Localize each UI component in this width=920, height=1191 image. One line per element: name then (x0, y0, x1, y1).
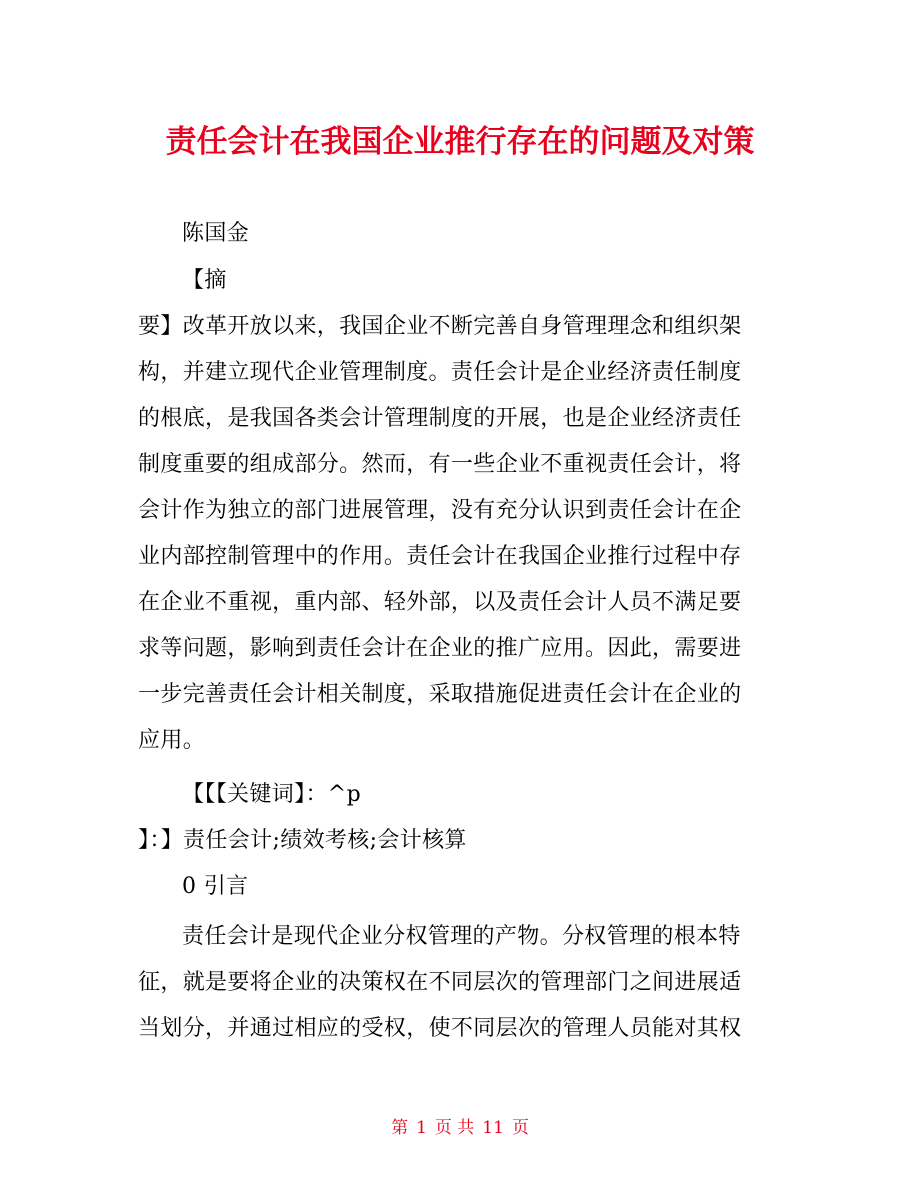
section-heading: 0 引言 (182, 874, 249, 899)
abstract-line: 要】改革开放以来，我国企业不断完善自身管理理念和组织架 (138, 314, 742, 339)
abstract-line: 应用。 (138, 728, 206, 753)
footer-suffix: 页 (511, 1118, 529, 1138)
body-line: 当划分，并通过相应的受权，使不同层次的管理人员能对其权 (138, 1016, 742, 1041)
abstract-line: 会计作为独立的部门进展管理，没有充分认识到责任会计在企 (138, 498, 742, 523)
abstract-line: 【摘 (182, 268, 227, 293)
abstract-line: 求等问题，影响到责任会计在企业的推广应用。因此，需要进 (138, 636, 742, 661)
body-line: 征，就是要将企业的决策权在不同层次的管理部门之间进展适 (138, 970, 742, 995)
document-title: 责任会计在我国企业推行存在的问题及对策 (165, 124, 755, 160)
author-name: 陈国金 (182, 221, 250, 246)
abstract-line: 在企业不重视，重内部、轻外部，以及责任会计人员不满足要 (138, 590, 742, 615)
keywords-line: 】：】责任会计;绩效考核;会计核算 (138, 828, 467, 853)
footer-mid: 页 共 (434, 1118, 475, 1138)
keywords-line: 【【【关键词】：^p (182, 782, 362, 807)
abstract-line: 一步完善责任会计相关制度，采取措施促进责任会计在企业的 (138, 682, 742, 707)
abstract-line: 的根底，是我国各类会计管理制度的开展，也是企业经济责任 (138, 406, 742, 431)
page-footer (0, 1113, 920, 1138)
body-line: 责任会计是现代企业分权管理的产物。分权管理的根本特 (182, 924, 741, 949)
abstract-line: 制度重要的组成部分。然而，有一些企业不重视责任会计，将 (138, 452, 742, 477)
footer-page-number: 1 (416, 1118, 427, 1138)
abstract-line: 业内部控制管理中的作用。责任会计在我国企业推行过程中存 (138, 544, 742, 569)
footer-total-pages: 11 (482, 1118, 504, 1138)
abstract-line: 构，并建立现代企业管理制度。责任会计是企业经济责任制度 (138, 360, 742, 385)
footer-prefix: 第 (391, 1118, 409, 1138)
